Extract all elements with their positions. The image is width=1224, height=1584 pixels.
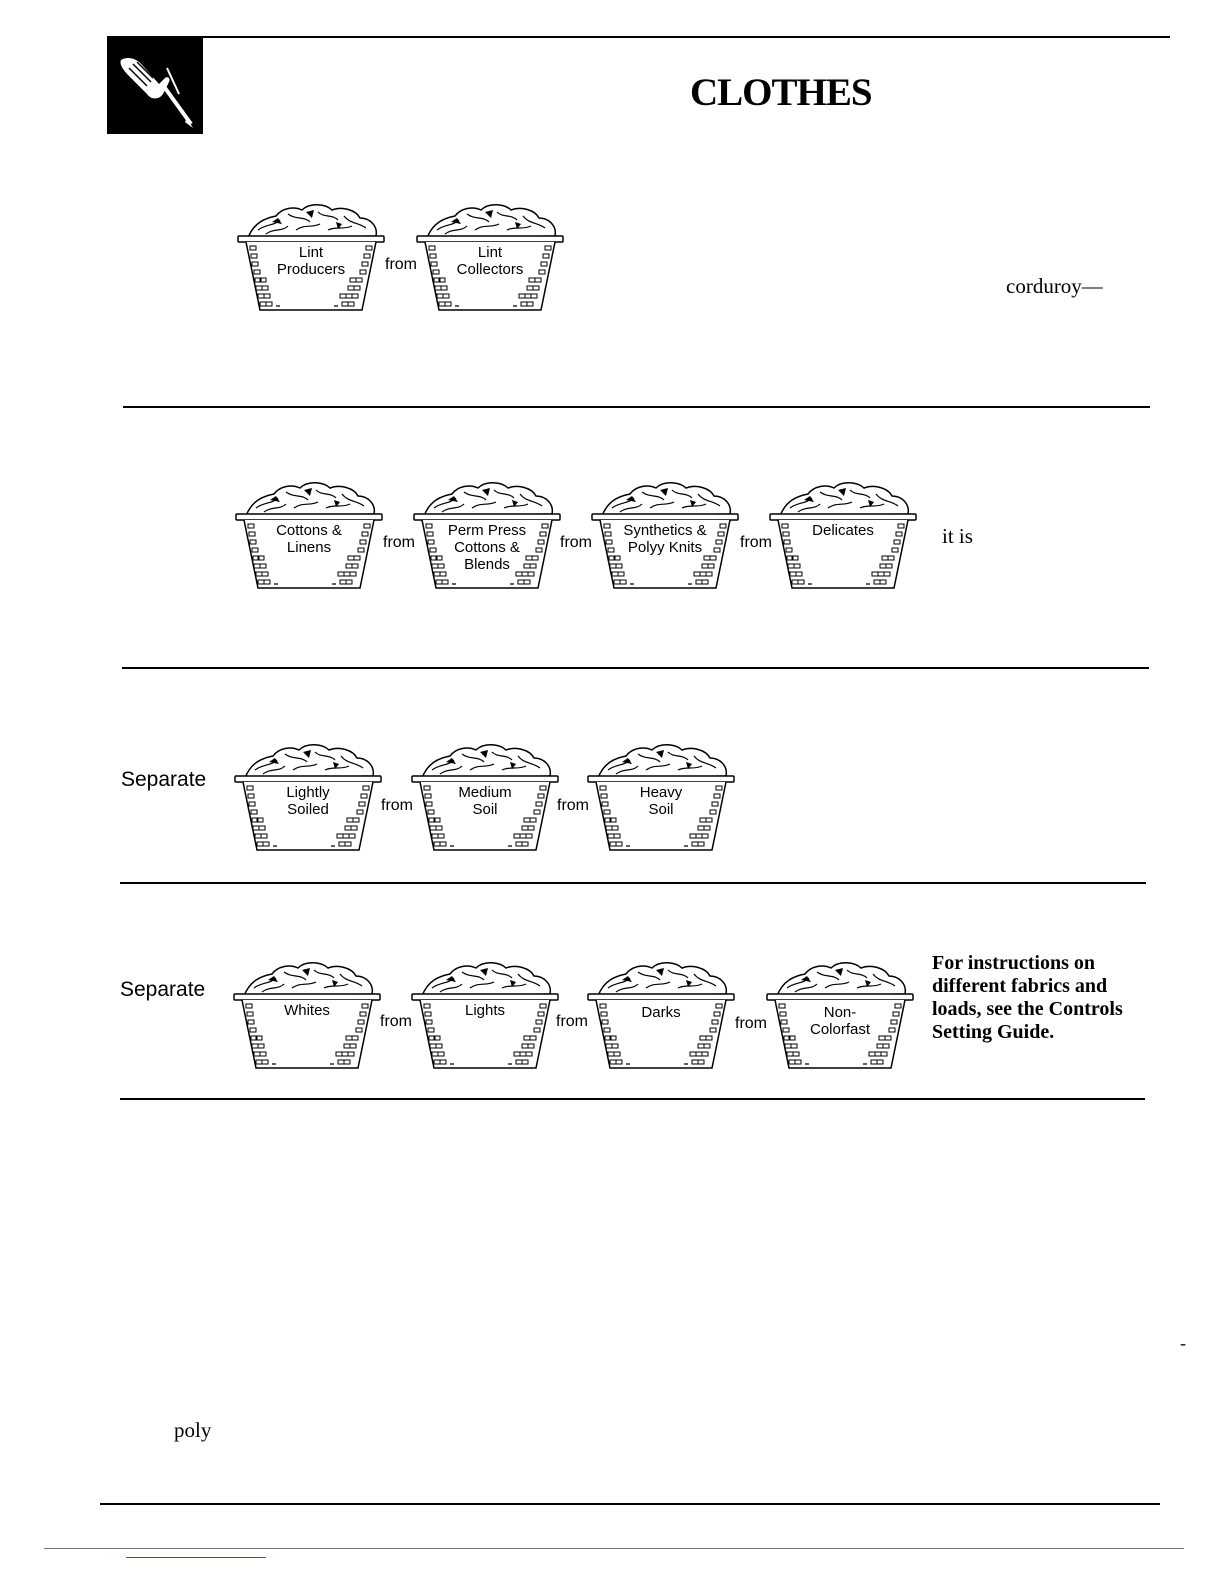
page-bottom-rule (100, 1503, 1160, 1505)
text-fragment: - (1180, 1333, 1186, 1353)
from-connector: from (560, 534, 592, 551)
section-divider (120, 1098, 1145, 1100)
basket-label: Cottons & (454, 539, 520, 556)
basket-label: Non- (823, 1004, 857, 1021)
basket-label: Producers (276, 261, 346, 278)
from-connector: from (380, 1013, 412, 1030)
basket-lightly-soiled (233, 740, 383, 852)
basket-label: Lint (477, 244, 503, 261)
separate-label: Separate (120, 978, 206, 1001)
section-divider (120, 882, 1146, 884)
basket-label: Whites (284, 1002, 330, 1019)
section-divider (122, 667, 1149, 669)
from-connector: from (385, 256, 417, 273)
basket-label: Blends (464, 556, 510, 573)
basket-synthetics (590, 478, 740, 590)
basket-label: Soiled (287, 801, 329, 818)
basket-perm-press (412, 478, 562, 590)
from-connector: from (735, 1015, 767, 1032)
basket-darks (586, 958, 736, 1070)
basket-label: Linens (286, 539, 332, 556)
basket-delicates (768, 478, 918, 590)
section-divider (123, 406, 1150, 408)
hand-pen-icon (107, 38, 203, 134)
basket-label: Collectors (456, 261, 524, 278)
from-connector: from (381, 797, 413, 814)
basket-label: Soil (472, 801, 498, 818)
basket-label: Heavy (639, 784, 683, 801)
basket-label: Polyy Knits (627, 539, 703, 556)
basket-label: Cottons & (276, 522, 342, 539)
basket-medium-soil (410, 740, 560, 852)
basket-label: Perm Press (447, 522, 527, 539)
from-connector: from (740, 534, 772, 551)
header-rule (107, 36, 1170, 38)
footer-rule (44, 1548, 1184, 1549)
basket-label: Colorfast (809, 1021, 871, 1038)
basket-heavy-soil (586, 740, 736, 852)
footer-link-rule (126, 1557, 266, 1558)
basket-label: Delicates (812, 522, 874, 539)
basket-non-colorfast (765, 958, 915, 1070)
from-connector: from (383, 534, 415, 551)
basket-label: Lint (298, 244, 324, 261)
from-connector: from (556, 1013, 588, 1030)
text-fragment: corduroy— (1006, 274, 1103, 298)
basket-label: Lightly (286, 784, 330, 801)
basket-label: Synthetics & (623, 522, 707, 539)
text-fragment: poly (174, 1418, 212, 1442)
basket-label: Lights (464, 1002, 506, 1019)
from-connector: from (557, 797, 589, 814)
basket-label: Darks (641, 1004, 681, 1021)
basket-lights (410, 958, 560, 1070)
page-title: CLOTHES (690, 71, 872, 114)
text-fragment: it is (942, 524, 973, 548)
basket-lint-collectors (415, 200, 565, 312)
controls-guide-note: For instructions on different fabrics and loads, see the Controls Setting Guide. (932, 952, 1123, 1043)
basket-whites (232, 958, 382, 1070)
basket-lint-producers (236, 200, 386, 312)
basket-label: Soil (648, 801, 674, 818)
basket-cottons-linens (234, 478, 384, 590)
separate-label: Separate (121, 768, 207, 791)
basket-label: Medium (458, 784, 512, 801)
